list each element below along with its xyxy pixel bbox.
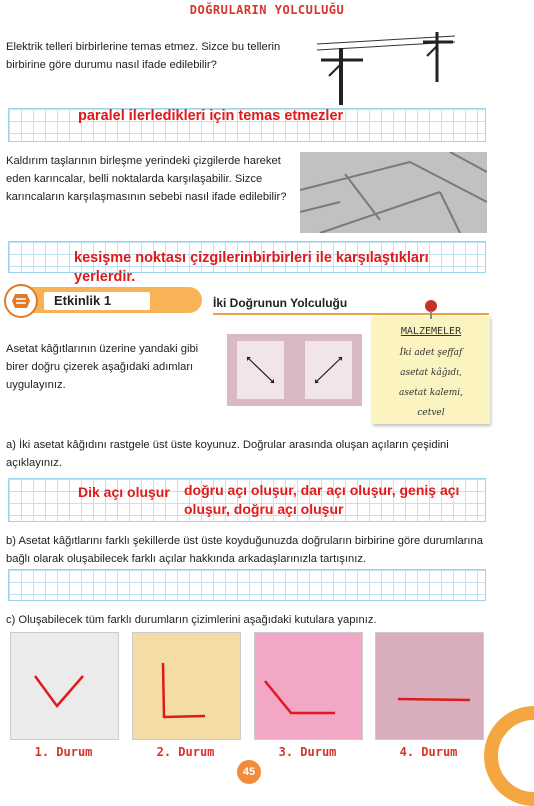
power-pole-image	[305, 30, 465, 105]
angle-drawing-2	[133, 633, 240, 739]
angle-drawing-3	[255, 633, 362, 739]
activity-title: İki Doğrunun Yolculuğu	[213, 296, 348, 310]
materials-heading: MALZEMELER	[400, 326, 462, 337]
answer-a-part-3: oluşur, doğru açı oluşur	[184, 501, 344, 517]
drawing-box-4[interactable]	[375, 632, 484, 740]
sheet-2	[305, 341, 352, 399]
drawing-box-2[interactable]	[132, 632, 241, 740]
sheet-1	[237, 341, 284, 399]
question-1-text: Elektrik telleri birbirlerine temas etmez. Sizce bu tellerin birbirine göre durumu nasıl ifade edilebilir?	[6, 41, 281, 71]
answer-2-text: kesişme noktası çizgilerinbirbirleri ile karşılaştıkları yerlerdir.	[74, 250, 429, 285]
decorative-arc	[484, 706, 534, 806]
step-b-text: b) Asetat kâğıtlarını farklı şekillerde üst üste koyduğunuzda doğruların birbirine göre durumlarına bağlı olarak oluşabilecek farklı açılar hakkında arkadaşlarınızla tartışınız.	[6, 535, 483, 565]
box-caption-1: 1. Durum	[34, 745, 93, 759]
materials-item: asetat kalemi,	[398, 388, 464, 398]
box-caption-4: 4. Durum	[399, 745, 458, 759]
drawing-box-1[interactable]	[10, 632, 119, 740]
answer-a-part-1: Dik açı oluşur	[78, 484, 170, 500]
activity-label: Etkinlik 1	[54, 293, 112, 308]
answer-grid-b[interactable]	[8, 569, 486, 601]
page-number: 45	[237, 760, 261, 784]
answer-a-part-2: doğru açı oluşur, dar açı oluşur, geniş açı	[184, 482, 460, 498]
activity-underline	[213, 313, 489, 315]
box-caption-3: 3. Durum	[278, 745, 337, 759]
activity-intro-text: Asetat kâğıtlarının üzerine yandaki gibi birer doğru çizerek aşağıdaki adımları uygulayınız.	[6, 343, 199, 391]
activity-icon	[4, 284, 38, 318]
pavement-image	[300, 152, 487, 233]
step-c-text: c) Oluşabilecek tüm farklı durumların çizimlerini aşağıdaki kutulara yapınız.	[6, 614, 377, 626]
materials-item: İki adet şeffaf	[399, 348, 463, 358]
drawing-box-3[interactable]	[254, 632, 363, 740]
materials-list	[372, 343, 490, 423]
question-2-text: Kaldırım taşlarının birleşme yerindeki çizgilerde hareket eden karıncalar, belli noktalarda karşılaşabilir. Sizce karıncaların karşılaşmasının sebebi nasıl ifade edilebilir?	[6, 155, 287, 203]
page-title: DOĞRULARIN YOLCULUĞU	[189, 3, 345, 17]
pin-needle	[430, 311, 432, 319]
angle-drawing-4	[376, 633, 483, 739]
angle-drawing-1	[11, 633, 118, 739]
answer-1-text: paralel ilerledikleri için temas etmezler	[78, 108, 344, 124]
materials-item: cetvel	[417, 408, 445, 418]
materials-note	[372, 316, 490, 424]
transparency-sheets-image	[227, 334, 362, 406]
step-a-text: a) İki asetat kâğıdını rastgele üst üste koyunuz. Doğrular arasında oluşan açıların çeşidini açıklayınız.	[6, 439, 449, 469]
materials-item: asetat kâğıdı,	[400, 368, 462, 378]
box-caption-2: 2. Durum	[156, 745, 215, 759]
